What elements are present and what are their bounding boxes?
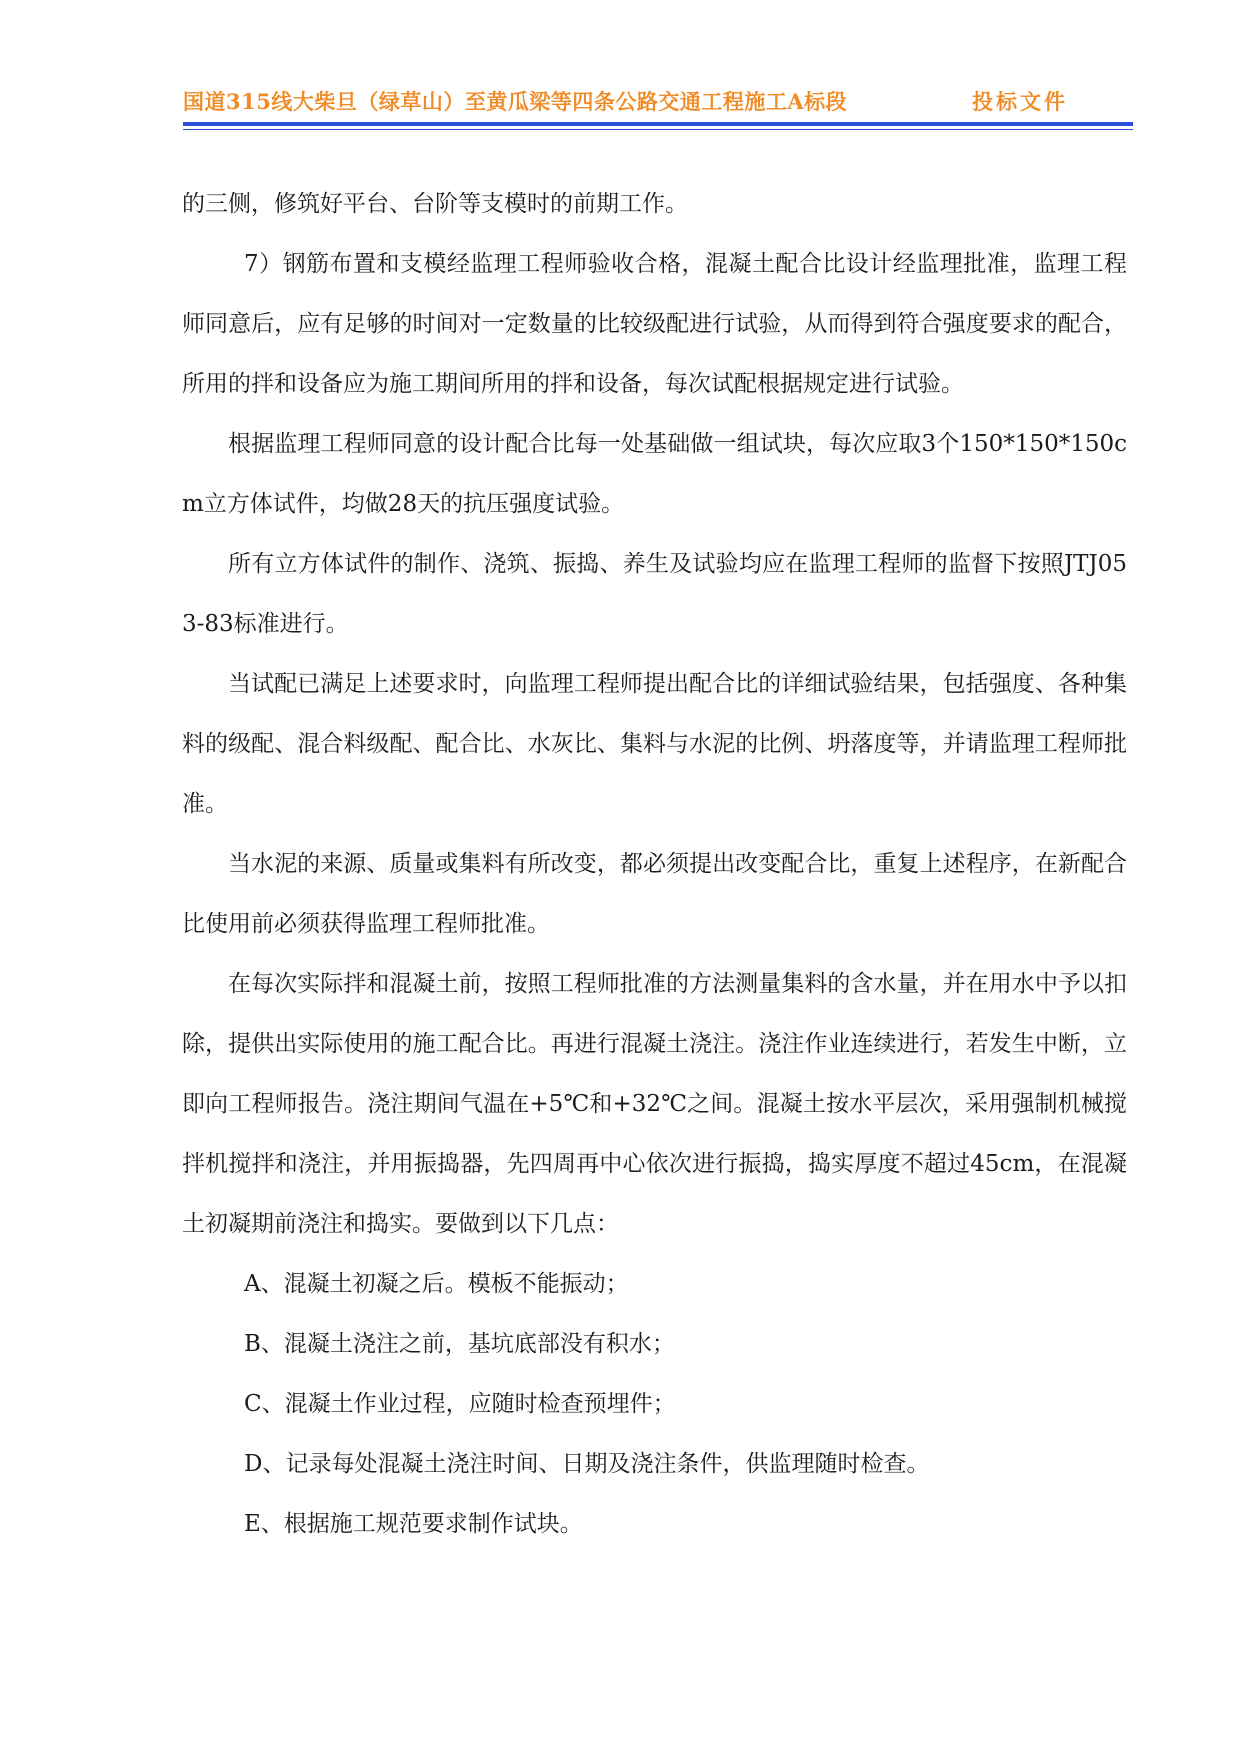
page-header (183, 86, 1133, 120)
header-rule-thick (183, 122, 1133, 126)
header-rule-thin (183, 129, 1133, 130)
paragraph-test-blocks: 根据监理工程师同意的设计配合比每一处基础做一组试块，每次应取3个150*150*150cm立方体试件，均做28天的抗压强度试验。 (182, 431, 1127, 517)
paragraph-continuation: 的三侧，修筑好平台、台阶等支模时的前期工作。 (182, 191, 688, 217)
document-body (182, 174, 1127, 1554)
list-item: D、记录每处混凝土浇注时间、日期及浇注条件，供监理随时检查。 (244, 1451, 930, 1477)
list-item: E、根据施工规范要求制作试块。 (244, 1511, 583, 1537)
paragraph-step-7: 7）钢筋布置和支模经监理工程师验收合格，混凝土配合比设计经监理批准，监理工程师同意后，应有足够的时间对一定数量的比较级配进行试验，从而得到符合强度要求的配合，所用的拌和设备应为施工期间所用的拌和设备，每次试配根据规定进行试验。 (182, 251, 1127, 397)
list-item: C、混凝土作业过程，应随时检查预埋件； (244, 1391, 676, 1417)
header-title: 国道315线大柴旦（绿草山）至黄瓜梁等四条公路交通工程施工A标段 (183, 89, 848, 114)
paragraph-pouring: 在每次实际拌和混凝土前，按照工程师批准的方法测量集料的含水量，并在用水中予以扣除，提供出实际使用的施工配合比。再进行混凝土浇注。浇注作业连续进行，若发生中断，立即向工程师报告。浇注期间气温在+5℃和+32℃之间。混凝土按水平层次，采用强制机械搅拌机搅拌和浇注，并用振捣器，先四周再中心依次进行振捣，捣实厚度不超过45cm，在混凝土初凝期前浇注和捣实。要做到以下几点： (182, 971, 1127, 1237)
list-item: B、混凝土浇注之前，基坑底部没有积水； (244, 1331, 675, 1357)
header-document-type: 投标文件 (972, 89, 1068, 114)
paragraph-cube-specimens: 所有立方体试件的制作、浇筑、振捣、养生及试验均应在监理工程师的监督下按照JTJ053-83标准进行。 (182, 551, 1127, 637)
list-item: A、混凝土初凝之后。模板不能振动； (244, 1271, 629, 1297)
paragraph-mix-change: 当水泥的来源、质量或集料有所改变，都必须提出改变配合比，重复上述程序，在新配合比使用前必须获得监理工程师批准。 (182, 851, 1127, 937)
paragraph-mix-results: 当试配已满足上述要求时，向监理工程师提出配合比的详细试验结果，包括强度、各种集料的级配、混合料级配、配合比、水灰比、集料与水泥的比例、坍落度等，并请监理工程师批准。 (182, 671, 1127, 817)
